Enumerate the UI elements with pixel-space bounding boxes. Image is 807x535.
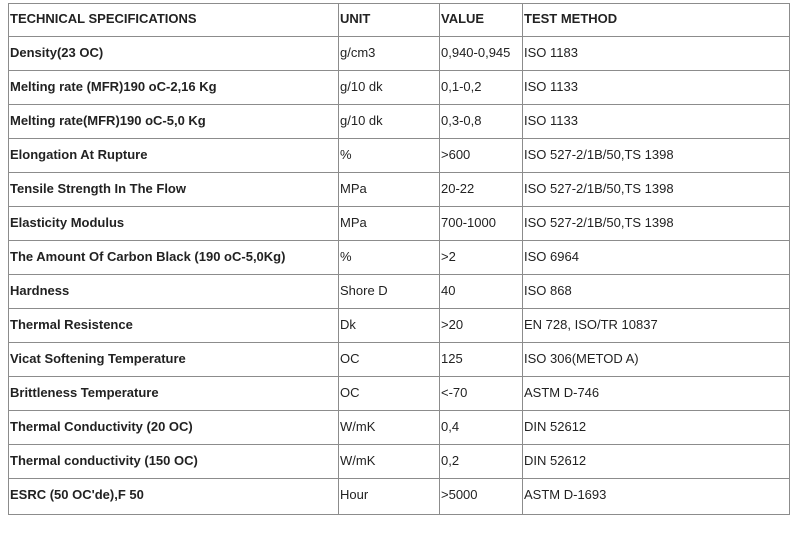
table-row (9, 309, 790, 343)
property-name: Elasticity Modulus (9, 207, 339, 241)
table-header-row (9, 4, 790, 37)
property-name: Vicat Softening Temperature (9, 343, 339, 377)
property-test-method: DIN 52612 (523, 445, 790, 479)
property-name: Melting rate(MFR)190 oC-5,0 Kg (9, 105, 339, 139)
property-unit: OC (339, 377, 440, 411)
property-name: Thermal conductivity (150 OC) (9, 445, 339, 479)
property-name: Thermal Resistence (9, 309, 339, 343)
property-name: Elongation At Rupture (9, 139, 339, 173)
table-row (9, 71, 790, 105)
property-test-method: ISO 1133 (523, 71, 790, 105)
property-test-method: ISO 527-2/1B/50,TS 1398 (523, 139, 790, 173)
property-unit: Shore D (339, 275, 440, 309)
property-unit: Hour (339, 479, 440, 515)
table-row (9, 479, 790, 515)
technical-specifications-table (8, 3, 790, 515)
property-test-method: ISO 306(METOD A) (523, 343, 790, 377)
property-value: <-70 (440, 377, 523, 411)
property-name: ESRC (50 OC'de),F 50 (9, 479, 339, 515)
property-unit: OC (339, 343, 440, 377)
property-unit: % (339, 139, 440, 173)
property-value: >2 (440, 241, 523, 275)
property-unit: MPa (339, 207, 440, 241)
property-value: >20 (440, 309, 523, 343)
property-unit: W/mK (339, 445, 440, 479)
property-name: Tensile Strength In The Flow (9, 173, 339, 207)
property-value: 0,940-0,945 (440, 37, 523, 71)
property-test-method: ISO 6964 (523, 241, 790, 275)
table-row (9, 105, 790, 139)
property-unit: g/10 dk (339, 71, 440, 105)
property-name: Density(23 OC) (9, 37, 339, 71)
property-test-method: ASTM D-1693 (523, 479, 790, 515)
header-test-method: TEST METHOD (523, 4, 790, 37)
table-row (9, 411, 790, 445)
property-value: >5000 (440, 479, 523, 515)
table-row (9, 275, 790, 309)
property-value: 125 (440, 343, 523, 377)
property-test-method: ASTM D-746 (523, 377, 790, 411)
property-name: Brittleness Temperature (9, 377, 339, 411)
property-test-method: EN 728, ISO/TR 10837 (523, 309, 790, 343)
property-value: 700-1000 (440, 207, 523, 241)
property-unit: Dk (339, 309, 440, 343)
table-row (9, 207, 790, 241)
header-value: VALUE (440, 4, 523, 37)
property-value: 0,4 (440, 411, 523, 445)
property-name: Hardness (9, 275, 339, 309)
table-row (9, 343, 790, 377)
property-test-method: ISO 1133 (523, 105, 790, 139)
property-test-method: ISO 868 (523, 275, 790, 309)
property-name: Thermal Conductivity (20 OC) (9, 411, 339, 445)
property-test-method: ISO 527-2/1B/50,TS 1398 (523, 173, 790, 207)
property-value: 20-22 (440, 173, 523, 207)
property-value: 40 (440, 275, 523, 309)
header-unit: UNIT (339, 4, 440, 37)
property-name: The Amount Of Carbon Black (190 oC-5,0Kg) (9, 241, 339, 275)
table-row (9, 139, 790, 173)
table-row (9, 445, 790, 479)
table-row (9, 241, 790, 275)
header-technical-specifications: TECHNICAL SPECIFICATIONS (9, 4, 339, 37)
property-unit: g/10 dk (339, 105, 440, 139)
property-unit: MPa (339, 173, 440, 207)
table-row (9, 377, 790, 411)
property-name: Melting rate (MFR)190 oC-2,16 Kg (9, 71, 339, 105)
property-unit: g/cm3 (339, 37, 440, 71)
property-value: 0,2 (440, 445, 523, 479)
property-value: 0,1-0,2 (440, 71, 523, 105)
property-unit: % (339, 241, 440, 275)
property-unit: W/mK (339, 411, 440, 445)
property-test-method: ISO 527-2/1B/50,TS 1398 (523, 207, 790, 241)
table-row (9, 173, 790, 207)
property-value: 0,3-0,8 (440, 105, 523, 139)
property-value: >600 (440, 139, 523, 173)
table-row (9, 37, 790, 71)
property-test-method: DIN 52612 (523, 411, 790, 445)
property-test-method: ISO 1183 (523, 37, 790, 71)
